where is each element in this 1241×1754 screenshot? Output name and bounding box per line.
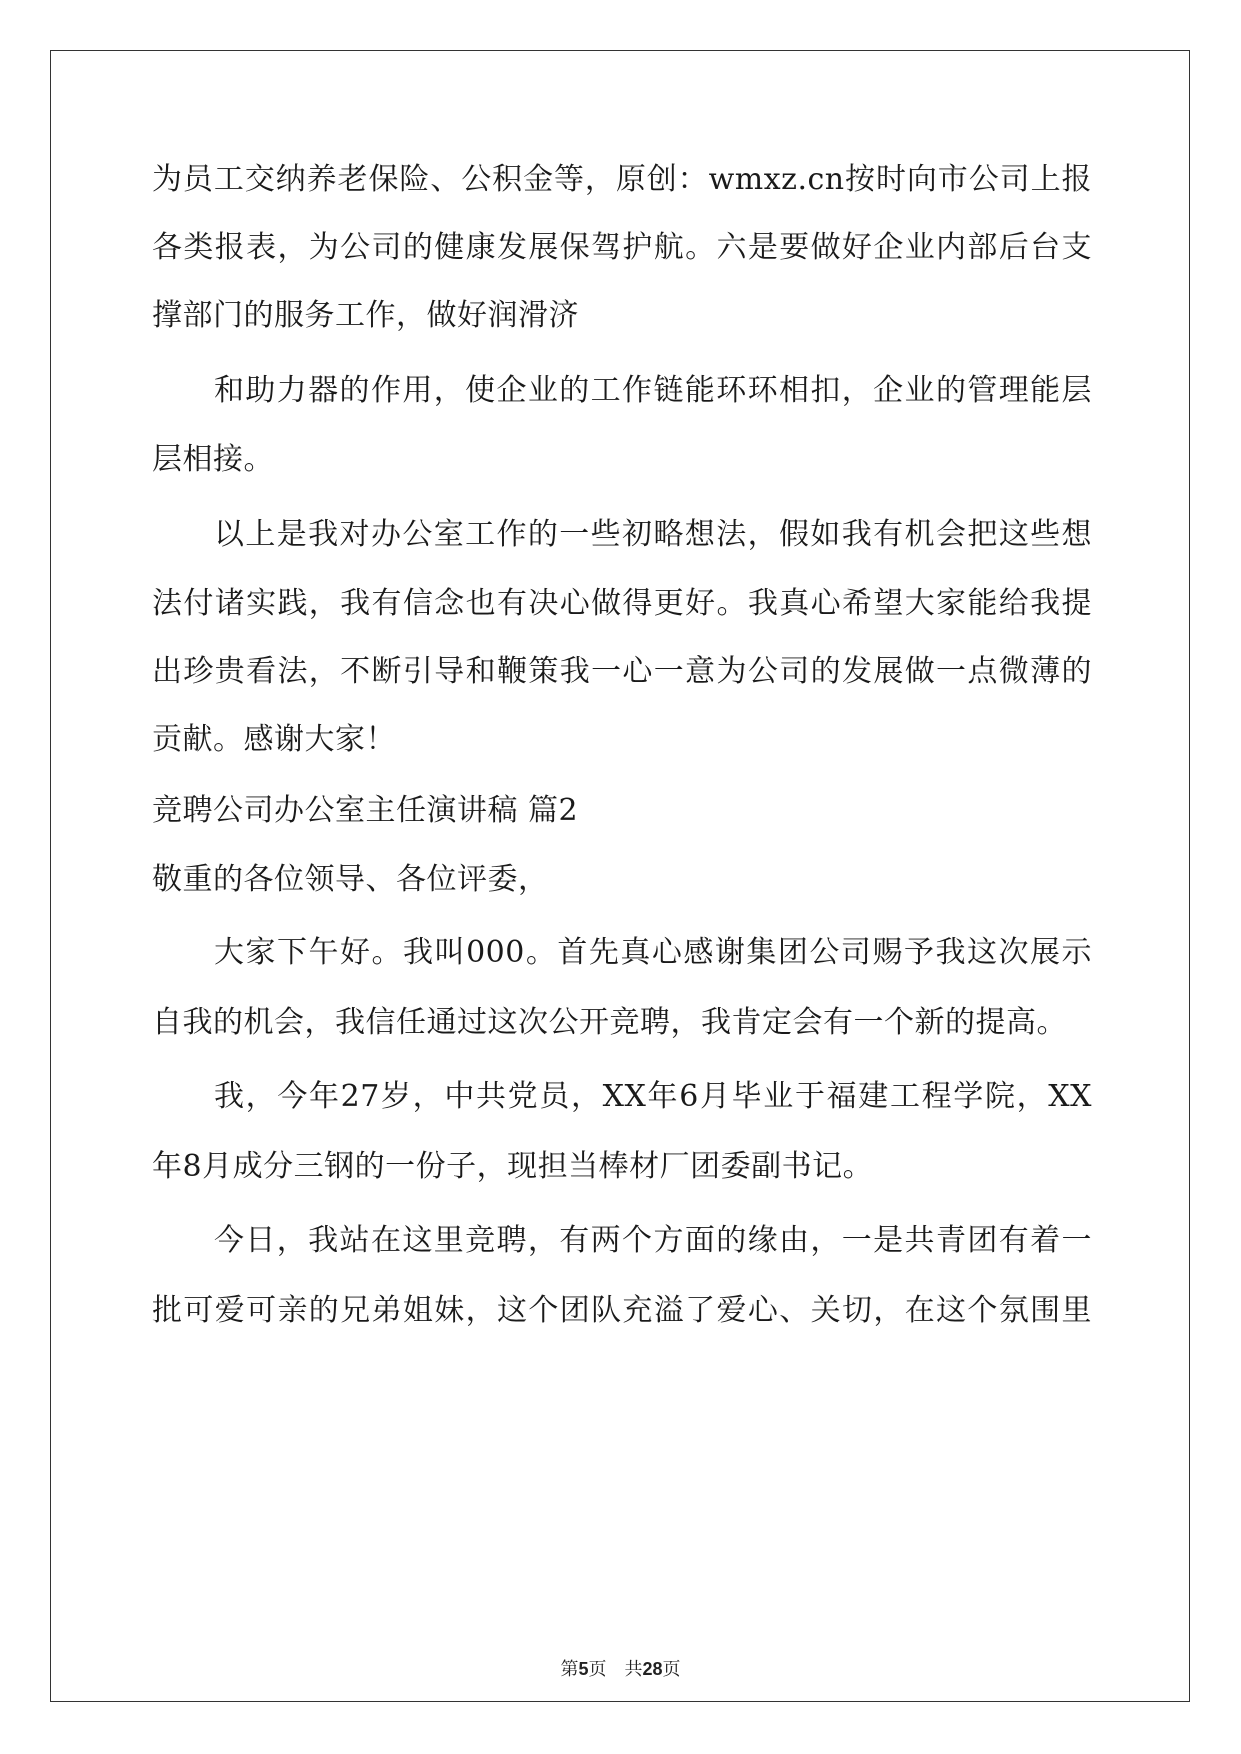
text-line: 法付诸实践，我有信念也有决心做得更好。我真心希望大家能给我提 bbox=[152, 586, 1092, 621]
text-line: 撑部门的服务工作，做好润滑济 bbox=[152, 298, 579, 333]
text-line: 贡献。感谢大家！ bbox=[152, 722, 396, 757]
text-line: 自我的机会，我信任通过这次公开竞聘，我肯定会有一个新的提高。 bbox=[152, 1005, 1067, 1040]
text-line: 和助力器的作用，使企业的工作链能环环相扣，企业的管理能层 bbox=[214, 373, 1092, 408]
total-page-count: 28 bbox=[642, 1659, 663, 1679]
salutation: 敬重的各位领导、各位评委， bbox=[152, 862, 549, 897]
section-heading: 竞聘公司办公室主任演讲稿 篇2 bbox=[152, 793, 579, 828]
text-line: 今日，我站在这里竞聘，有两个方面的缘由，一是共青团有着一 bbox=[214, 1223, 1092, 1258]
text-line: 年8月成分三钢的一份子，现担当棒材厂团委副书记。 bbox=[152, 1149, 874, 1184]
text-line: 大家下午好。我叫000。首先真心感谢集团公司赐予我这次展示 bbox=[214, 935, 1092, 970]
text-line: 出珍贵看法，不断引导和鞭策我一心一意为公司的发展做一点微薄的 bbox=[152, 654, 1092, 689]
text-line: 层相接。 bbox=[152, 442, 274, 477]
page-footer bbox=[0, 1655, 1241, 1681]
current-page-number: 5 bbox=[578, 1659, 589, 1679]
text-line: 为员工交纳养老保险、公积金等，原创：wmxz.cn按时向市公司上报 bbox=[152, 162, 1092, 197]
text-line: 以上是我对办公室工作的一些初略想法，假如我有机会把这些想 bbox=[214, 517, 1092, 552]
text-line: 各类报表，为公司的健康发展保驾护航。六是要做好企业内部后台支 bbox=[152, 230, 1092, 265]
footer-suffix: 页 bbox=[662, 1659, 681, 1680]
text-line: 我，今年27岁，中共党员，XX年6月毕业于福建工程学院，XX bbox=[214, 1079, 1092, 1114]
text-line: 批可爱可亲的兄弟姐妹，这个团队充溢了爱心、关切，在这个氛围里 bbox=[152, 1293, 1092, 1328]
footer-mid: 页 共 bbox=[588, 1659, 643, 1680]
footer-prefix: 第 bbox=[560, 1659, 579, 1680]
